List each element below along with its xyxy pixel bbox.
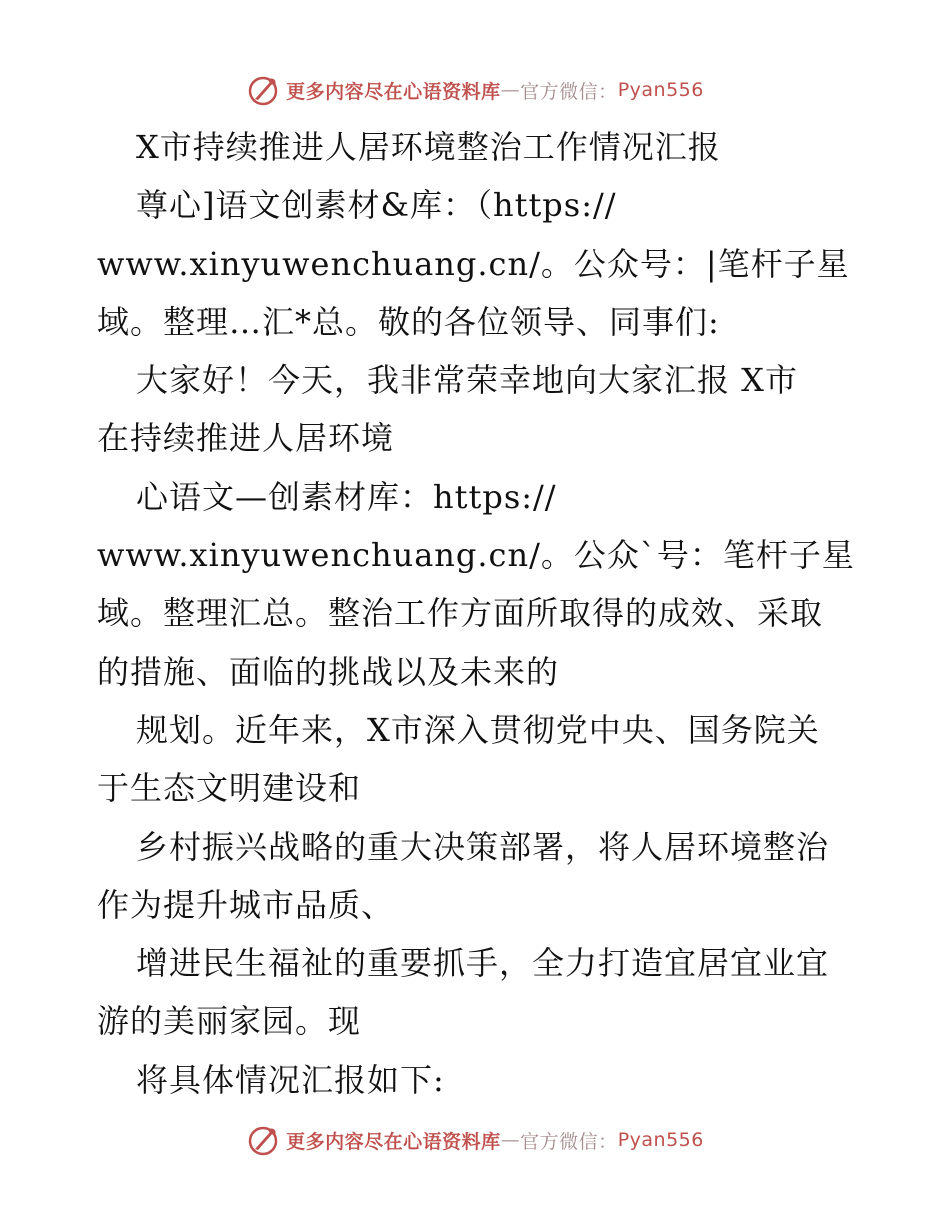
document-line: 域。整理汇总。整治工作方面所取得的成效、采取 — [97, 594, 824, 633]
document-line: 大家好！今天，我非常荣幸地向大家汇报 X市 — [136, 361, 798, 400]
feather-pen-logo-icon — [246, 73, 280, 107]
banner-sub-text: 官方微信： — [520, 80, 618, 103]
document-line: 域。整理…汇*总。敬的各位领导、同事们: — [97, 302, 720, 341]
document-body — [97, 118, 867, 1109]
document-line: 规划。近年来，X市深入贯彻党中央、国务院关 — [136, 710, 820, 749]
document-line: 作为提升城市品质、 — [97, 885, 395, 924]
document-line: X市持续推进人居环境整治工作情况汇报 — [136, 128, 721, 166]
document-line: 游的美丽家园。现 — [97, 1002, 362, 1041]
document-line: www.xinyuwenchuang.cn/。公众`号：笔杆子星 — [97, 536, 855, 575]
document-line: 乡村振兴战略的重大决策部署，将人居环境整治 — [136, 827, 830, 866]
banner-dash: — — [500, 79, 521, 101]
banner-main-text: 更多内容尽在心语资料库 — [286, 80, 501, 103]
document-line: 于生态文明建设和 — [97, 769, 362, 808]
document-line: www.xinyuwenchuang.cn/。公众号：|笔杆子星 — [97, 244, 850, 283]
banner-wechat-id: Pyan556 — [617, 79, 704, 101]
feather-pen-logo-icon — [246, 1123, 280, 1157]
document-line: 心语文—创素材库：https:// — [136, 477, 557, 516]
banner-wechat-id: Pyan556 — [617, 1129, 704, 1151]
footer-watermark-banner — [0, 1120, 950, 1160]
document-line: 的措施、面临的挑战以及未来的 — [97, 652, 560, 691]
document-line: 在持续推进人居环境 — [97, 419, 395, 458]
document-line: 尊心]语文创素材&库：（https:// — [136, 186, 617, 225]
banner-main-text: 更多内容尽在心语资料库 — [286, 1130, 501, 1153]
header-watermark-banner — [0, 70, 950, 110]
document-line: 将具体情况汇报如下: — [136, 1060, 445, 1099]
document-line: 增进民生福祉的重要抓手，全力打造宜居宜业宜 — [136, 944, 830, 983]
banner-sub-text: 官方微信： — [520, 1130, 618, 1153]
banner-dash: — — [500, 1129, 521, 1151]
